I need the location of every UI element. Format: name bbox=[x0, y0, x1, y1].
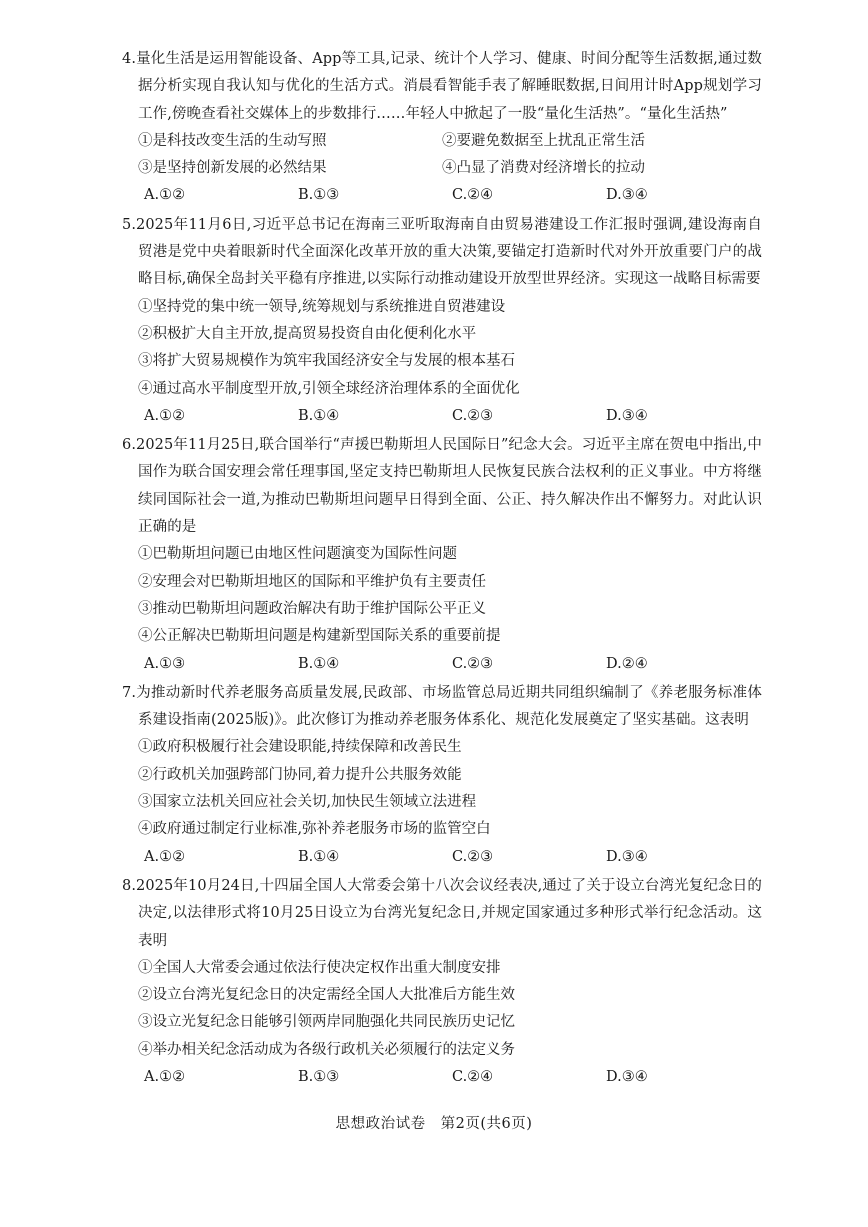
statement-list bbox=[122, 541, 762, 650]
option-a: A.①② bbox=[144, 187, 186, 204]
statement-item: ①是科技改变生活的生动写照 bbox=[138, 132, 327, 149]
page-footer: 思想政治试卷 第2页(共6页) bbox=[335, 1116, 533, 1132]
option-a: A.①② bbox=[144, 1068, 186, 1085]
statement-item: ④政府通过制定行业标准,弥补养老服务市场的监管空白 bbox=[138, 821, 491, 838]
option-d: D.③④ bbox=[606, 407, 648, 424]
option-a: A.①③ bbox=[144, 655, 186, 672]
option-c: C.②③ bbox=[452, 655, 494, 672]
option-d: D.②④ bbox=[606, 655, 648, 672]
answer-options bbox=[122, 1064, 762, 1091]
question-7 bbox=[122, 680, 762, 871]
statement-item: ①坚持党的集中统一领导,统筹规划与系统推进自贸港建设 bbox=[138, 298, 506, 315]
answer-options bbox=[122, 403, 762, 430]
option-d: D.③④ bbox=[606, 187, 648, 204]
statement-item: ④凸显了消费对经济增长的拉动 bbox=[442, 160, 645, 177]
answer-options bbox=[122, 651, 762, 678]
statement-item: ③是坚持创新发展的必然结果 bbox=[138, 160, 327, 177]
option-a: A.①② bbox=[144, 407, 186, 424]
option-b: B.①③ bbox=[298, 1068, 340, 1085]
statement-item: ②要避免数据至上扰乱正常生活 bbox=[442, 132, 645, 149]
statement-item: ②积极扩大自主开放,提高贸易投资自由化便利化水平 bbox=[138, 325, 477, 342]
statement-item: ①政府积极履行社会建设职能,持续保障和改善民生 bbox=[138, 739, 462, 756]
statement-item: ④举办相关纪念活动成为各级行政机关必须履行的法定义务 bbox=[138, 1041, 515, 1058]
statement-item: ③设立光复纪念日能够引领两岸同胞强化共同民族历史记忆 bbox=[138, 1014, 515, 1031]
statement-item: ①全国人大常委会通过依法行使决定权作出重大制度安排 bbox=[138, 959, 501, 976]
statement-list bbox=[122, 955, 762, 1064]
question-stem: 6.2025年11月25日,联合国举行“声援巴勒斯坦人民国际日”纪念大会。习近平主席在贺电中指出,中国作为联合国安理会常任理事国,坚定支持巴勒斯坦人民恢复民族合法权利的正义事业。中方将继续同国际社会一道,为推动巴勒斯坦问题早日得到全面、公正、持久解决作出不懈努力。对此认识正确的是 bbox=[122, 437, 762, 536]
statement-item: ②行政机关加强跨部门协同,着力提升公共服务效能 bbox=[138, 766, 462, 783]
statement-list bbox=[122, 734, 762, 843]
option-a: A.①② bbox=[144, 848, 186, 865]
statement-list bbox=[122, 128, 762, 183]
option-d: D.③④ bbox=[606, 1068, 648, 1085]
answer-options bbox=[122, 844, 762, 871]
question-stem: 5.2025年11月6日,习近平总书记在海南三亚听取海南自由贸易港建设工作汇报时强调,建设海南自贸港是党中央着眼新时代全面深化改革开放的重大决策,要锚定打造新时代对外开放重要门户的战略目标,确保全岛封关平稳有序推进,以实际行动推动建设开放型世界经济。实现这一战略目标需要 bbox=[122, 216, 762, 288]
question-list bbox=[122, 46, 762, 1093]
option-c: C.②④ bbox=[452, 1068, 494, 1085]
option-d: D.③④ bbox=[606, 848, 648, 865]
statement-item: ④公正解决巴勒斯坦问题是构建新型国际关系的重要前提 bbox=[138, 628, 501, 645]
question-4 bbox=[122, 46, 762, 210]
statement-item: ①巴勒斯坦问题已由地区性问题演变为国际性问题 bbox=[138, 546, 457, 563]
option-c: C.②③ bbox=[452, 848, 494, 865]
statement-item: ④通过高水平制度型开放,引领全球经济治理体系的全面优化 bbox=[138, 380, 520, 397]
statement-item: ③国家立法机关回应社会关切,加快民生领域立法进程 bbox=[138, 794, 477, 811]
statement-item: ③推动巴勒斯坦问题政治解决有助于维护国际公平正义 bbox=[138, 600, 486, 617]
question-stem: 8.2025年10月24日,十四届全国人大常委会第十八次会议经表决,通过了关于设立台湾光复纪念日的决定,以法律形式将10月25日设立为台湾光复纪念日,并规定国家通过多种形式举行纪念活动。这表明 bbox=[122, 877, 762, 949]
statement-item: ②设立台湾光复纪念日的决定需经全国人大批准后方能生效 bbox=[138, 987, 515, 1004]
question-stem: 4.量化生活是运用智能设备、App等工具,记录、统计个人学习、健康、时间分配等生活数据,通过数据分析实现自我认知与优化的生活方式。消晨看智能手表了解睡眠数据,日间用计时App规划学习工作,傍晚查看社交媒体上的步数排行……年轻人中掀起了一股“量化生活热”。“量化生活热” bbox=[122, 51, 762, 122]
statement-item: ②安理会对巴勒斯坦地区的国际和平维护负有主要责任 bbox=[138, 573, 486, 590]
option-b: B.①④ bbox=[298, 848, 340, 865]
statement-item: ③将扩大贸易规模作为筑牢我国经济安全与发展的根本基石 bbox=[138, 353, 515, 370]
option-b: B.①③ bbox=[298, 187, 340, 204]
question-8 bbox=[122, 873, 762, 1091]
answer-options bbox=[122, 182, 762, 209]
option-c: C.②③ bbox=[452, 407, 494, 424]
option-b: B.①④ bbox=[298, 655, 340, 672]
question-6 bbox=[122, 432, 762, 678]
question-5 bbox=[122, 212, 762, 430]
option-c: C.②④ bbox=[452, 187, 494, 204]
statement-list bbox=[122, 294, 762, 403]
option-b: B.①④ bbox=[298, 407, 340, 424]
question-stem: 7.为推动新时代养老服务高质量发展,民政部、市场监管总局近期共同组织编制了《养老服务标准体系建设指南(2025版)》。此次修订为推动养老服务体系化、规范化发展奠定了坚实基础。这表明 bbox=[122, 684, 762, 729]
